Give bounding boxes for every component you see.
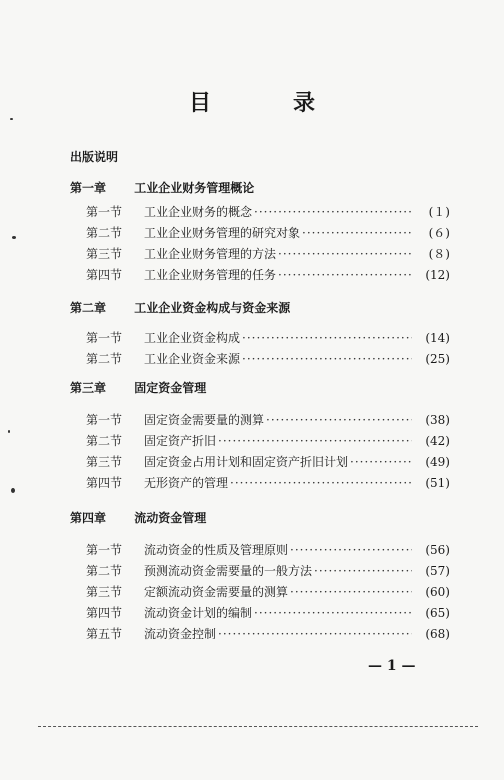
section-title: 工业企业财务管理的任务: [144, 268, 277, 282]
section-number: 第一节: [86, 205, 123, 219]
scan-speck: [10, 118, 13, 120]
dot-leader: [218, 624, 412, 645]
dot-leader: [254, 603, 412, 624]
chapter-number: 第四章: [70, 511, 107, 525]
section-page: (68): [425, 627, 450, 641]
chapter-1: [70, 178, 450, 286]
chapter-3: [70, 378, 450, 494]
dot-leader: [230, 473, 412, 494]
page-number: — 1 —: [368, 658, 416, 674]
section-title: 固定资产折旧: [144, 434, 217, 448]
dot-leader: [314, 561, 412, 582]
section-title: 定额流动资金需要量的测算: [144, 585, 289, 599]
section-page: (56): [425, 543, 450, 557]
section-number: 第一节: [86, 543, 123, 557]
scan-speck: [8, 430, 10, 433]
section-number: 第二节: [86, 352, 123, 366]
toc-entry: [86, 265, 450, 286]
section-page: (49): [425, 455, 450, 469]
dot-leader: [290, 540, 412, 561]
toc-entry: [86, 452, 450, 473]
section-title: 无形资产的管理: [144, 476, 229, 490]
dot-leader: [218, 431, 412, 452]
toc-entry: [86, 349, 450, 370]
preface-entry: 出版说明: [70, 150, 119, 164]
toc-entry: [86, 561, 450, 582]
section-title: 预测流动资金需要量的一般方法: [144, 564, 313, 578]
section-page: (51): [425, 476, 450, 490]
section-page: (14): [425, 331, 450, 345]
section-title: 流动资金控制: [144, 627, 217, 641]
toc-entry: [86, 410, 450, 431]
section-page: (25): [425, 352, 450, 366]
section-page: (12): [425, 268, 450, 282]
chapter-heading: [70, 178, 450, 198]
toc-entry: [86, 624, 450, 645]
chapter-heading: [70, 378, 450, 398]
toc-entry: [86, 603, 450, 624]
section-page: (38): [425, 413, 450, 427]
chapter-2: [70, 298, 450, 370]
section-page: (６): [428, 226, 450, 240]
section-number: 第一节: [86, 413, 123, 427]
section-title: 流动资金计划的编制: [144, 606, 253, 620]
toc-entry: [86, 328, 450, 349]
section-number: 第五节: [86, 627, 123, 641]
toc-entry: [86, 223, 450, 244]
section-number: 第三节: [86, 585, 123, 599]
section-title: 工业企业资金构成: [144, 331, 241, 345]
toc-entry: [86, 473, 450, 494]
section-number: 第二节: [86, 434, 123, 448]
dot-leader: [290, 582, 412, 603]
section-page: (57): [425, 564, 450, 578]
dot-leader: [242, 328, 412, 349]
section-page: (60): [425, 585, 450, 599]
section-title: 工业企业财务管理的研究对象: [144, 226, 301, 240]
toc-entry: [86, 202, 450, 223]
chapter-heading: [70, 508, 450, 528]
section-number: 第三节: [86, 247, 123, 261]
toc-entry: [86, 582, 450, 603]
section-page: (１): [428, 205, 450, 219]
dot-leader: [302, 223, 412, 244]
section-title: 固定资金需要量的测算: [144, 413, 265, 427]
section-title: 固定资金占用计划和固定资产折旧计划: [144, 455, 349, 469]
toc-entry: [86, 244, 450, 265]
toc-entry: [86, 431, 450, 452]
chapter-number: 第一章: [70, 181, 107, 195]
dot-leader: [278, 244, 412, 265]
section-page: (65): [425, 606, 450, 620]
section-number: 第一节: [86, 331, 123, 345]
section-page: (８): [428, 247, 450, 261]
section-title: 工业企业财务管理的方法: [144, 247, 277, 261]
section-title: 工业企业资金来源: [144, 352, 241, 366]
dot-leader: [350, 452, 412, 473]
section-number: 第二节: [86, 226, 123, 240]
section-number: 第三节: [86, 455, 123, 469]
section-number: 第四节: [86, 268, 123, 282]
scan-speck: [11, 488, 15, 493]
section-title: 流动资金的性质及管理原则: [144, 543, 289, 557]
chapter-heading: [70, 298, 450, 318]
bottom-divider: [38, 726, 478, 727]
section-number: 第四节: [86, 476, 123, 490]
chapter-title: 固定资金管理: [134, 381, 207, 395]
dot-leader: [254, 202, 412, 223]
chapter-title: 工业企业资金构成与资金来源: [134, 301, 291, 315]
toc-entry: [86, 540, 450, 561]
section-title: 工业企业财务的概念: [144, 205, 253, 219]
chapter-number: 第二章: [70, 301, 107, 315]
section-number: 第二节: [86, 564, 123, 578]
section-page: (42): [425, 434, 450, 448]
chapter-4: [70, 508, 450, 645]
chapter-number: 第三章: [70, 381, 107, 395]
page-title: 目 录: [188, 90, 345, 116]
chapter-title: 工业企业财务管理概论: [134, 181, 255, 195]
section-number: 第四节: [86, 606, 123, 620]
dot-leader: [242, 349, 412, 370]
chapter-title: 流动资金管理: [134, 511, 207, 525]
dot-leader: [278, 265, 412, 286]
scan-speck: [12, 236, 16, 239]
dot-leader: [266, 410, 412, 431]
